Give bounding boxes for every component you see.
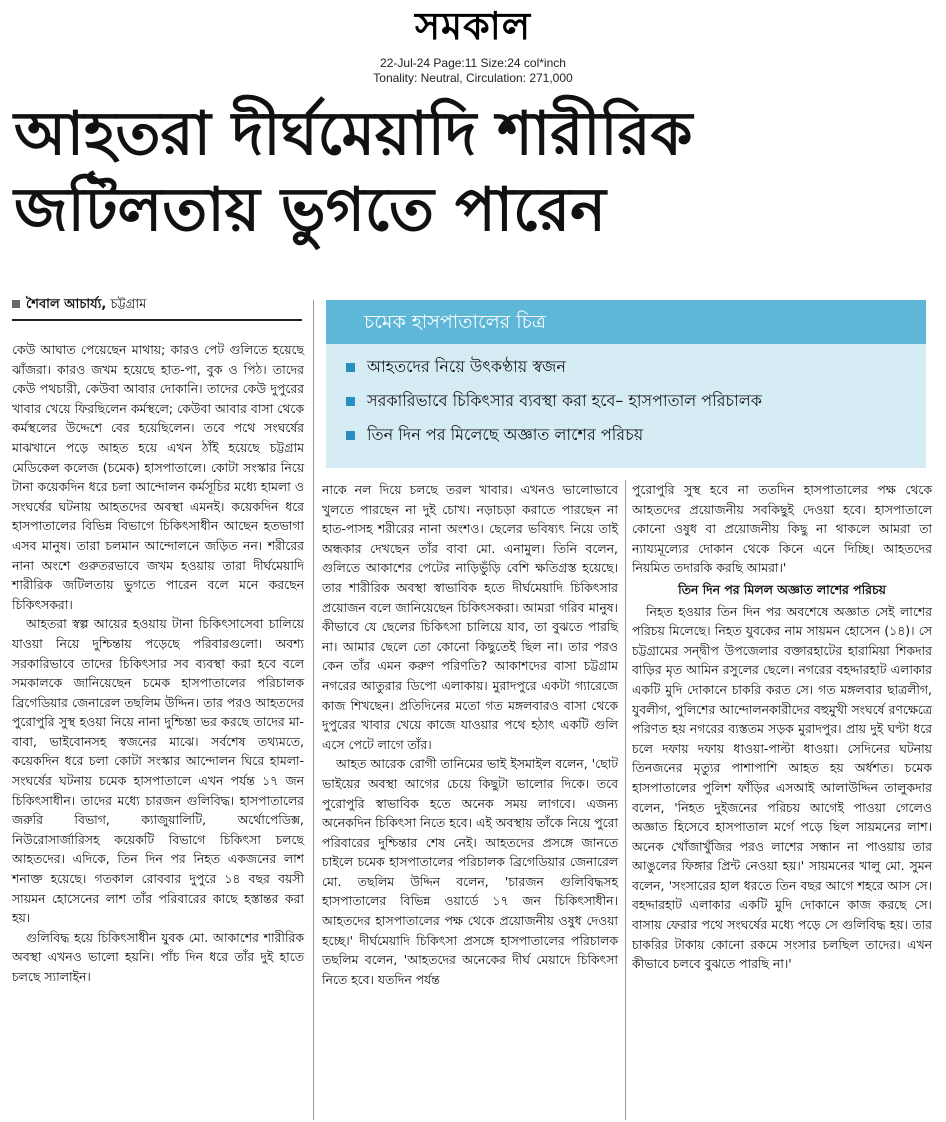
masthead: [0, 0, 946, 52]
highlight-item: সরকারিভাবে চিকিৎসার ব্যবস্থা করা হবে– হাসপাতাল পরিচালক: [346, 384, 926, 418]
highlight-item: তিন দিন পর মিলেছে অজ্ঞাত লাশের পরিচয়: [346, 418, 926, 452]
paragraph: আহতরা স্বল্প আয়ের হওয়ায় টানা চিকিৎসাসেবা চালিয়ে যাওয়া নিয়ে দুশ্চিন্তায় পড়েছে পরিবারগুলো। অবশ্য সরকারিভাবে তাদের চিকিৎসার সব ব্যবস্থা করা হবে বলে সমকালকে জানিয়েছেন চমেক হাসপাতালের পরিচালক ব্রিগেডিয়ার জেনারেল তছলিম উদ্দিন। তার পরও আহতদের পুরোপুরি সুস্থ হওয়া নিয়ে নানা দুশ্চিন্তা ভর করছে তাদের মা-বাবা, ভাইবোনসহ স্বজনের মাঝে। সর্বশেষ তথ্যমতে, কয়েকদিন ধরে চলা কোটা সংস্কার আন্দোলন ঘিরে হামলা-সংঘর্ষের ঘটনায় চমেক হাসপাতালে এখন পর্যন্ত ১৭ জন চিকিৎসাধীন। তাদের মধ্যে চারজন গুলিবিদ্ধ। হাসপাতালের জরুরি বিভাগ, ক্যাজুয়ালিটি, অর্থোপেডিক্স, নিউরোসার্জারিসহ কয়েকটি বিভাগে চিকিৎসা চলছে আহতদের। এদিকে, তিন দিন পর নিহত একজনের লাশ শনাক্ত হয়েছে। গতকাল রোববার দুপুরে ১৪ বছর বয়সী সায়মন হোসেনের লাশ তাঁর পরিবারের কাছে হস্তান্তর করা হয়।: [12, 616, 304, 926]
byline-place: চট্টগ্রাম: [106, 297, 147, 312]
meta-line-2: Tonality: Neutral, Circulation: 271,000: [373, 71, 573, 85]
byline: [12, 296, 302, 321]
column-divider: [313, 300, 314, 1120]
clipping-meta: [0, 56, 946, 86]
meta-line-1: 22-Jul-24 Page:11 Size:24 col*inch: [380, 56, 566, 70]
highlight-list: [326, 344, 926, 452]
headline-line-2: জটিলতায় ভুগতে পারেন: [14, 175, 606, 245]
paragraph: আহত আরেক রোগী তানিমের ভাই ইসমাইল বলেন, 'ছোট ভাইয়ের অবস্থা আগের চেয়ে কিছুটা ভালোর দিকে। তবে পুরোপুরি স্বাভাবিক হতে অনেক সময় লাগবে। এজন্য অনেকদিন চিকিৎসা নিতে হবে। এই অবস্থায় তাঁকে নিয়ে পুরো পরিবারের দুশ্চিন্তার শেষ নেই। আহতদের প্রসঙ্গে জানতে চাইলে চমেক হাসপাতালের পরিচালক ব্রিগেডিয়ার জেনারেল মো. তছলিম উদ্দিন বলেন, 'চারজন গুলিবিদ্ধসহ হাসপাতালের বিভিন্ন ওয়ার্ডে ১৭ জন চিকিৎসাধীন। আহতদের হাসপাতালের পক্ষ থেকে প্রয়োজনীয় ওষুধ দেওয়া হচ্ছে।' দীর্ঘমেয়াদি চিকিৎসা প্রসঙ্গে হাসপাতালের পরিচালক তছলিম বলেন, 'আহতদের অনেকের দীর্ঘ মেয়াদে চিকিৎসা নিতে হবে। যতদিন পর্যন্ত: [322, 756, 618, 987]
paragraph: নাকে নল দিয়ে চলছে তরল খাবার। এখনও ভালোভাবে খুলতে পারছেন না দুই চোখ। নড়াচড়া করাতে পারছেন না হাত-পাসহ শরীরের নানা অংশও। ছেলের ভবিষ্যৎ নিয়ে তাই অন্ধকার দেখছেন তাঁর বাবা মো. এনামুল। তিনি বলেন, গুলিতে আকাশের পেটের নাড়িভুঁড়ি বেশি ক্ষতিগ্রস্ত হয়েছে। তার শারীরিক অবস্থা স্বাভাবিক হতে দীর্ঘমেয়াদি চিকিৎসার প্রয়োজন বলে জানিয়েছেন চিকিৎসকরা। আমরা গরিব মানুষ। কীভাবে যে ছেলের চিকিৎসা চালিয়ে যাব, তা বুঝতে পারছি না। আমার ছেলে তো কোনো কিছুতেই ছিল না। তার পরও কেন তাঁর এমন করুণ পরিণতি? আকাশদের বাসা চট্টগ্রাম নগরের আতুরার ডিপো এলাকায়। মুরাদপুরে একটা গ্যারেজে কাজ শিখছেন। প্রতিদিনের মতো গত মঙ্গলবারও বাসা থেকে দুপুরের খাবার খেয়ে কাজে যাওয়ার পথে হঠাৎ একটি গুলি এসে পেটে লাগে তাঁর।: [322, 482, 618, 752]
headline: [14, 96, 934, 248]
paragraph: কেউ আঘাত পেয়েছেন মাথায়; কারও পেট গুলিতে হয়েছে ঝাঁজরা। কারও জখম হয়েছে হাত-পা, বুক ও পিঠ। তাদের কেউ পথচারী, কেউবা আবার দোকানি। তাদের কেউ দুপুরের খাবার খেয়ে ফিরছিলেন কর্মস্থলে; কেউবা আবার বাসা থেকে কর্মস্থলের উদ্দেশে বের হয়েছিলেন। তবে পথে সংঘর্ষের মাঝখানে পড়ে আহত হয়ে এখন ঠাঁই হয়েছে চট্টগ্রাম মেডিকেল কলেজ (চমেক) হাসপাতালে। কোটা সংস্কার নিয়ে টানা কয়েকদিন ধরে চলা আন্দোলন কর্মসূচির মধ্যে হামলা ও সংঘর্ষের ঘটনায় আহতদের অবস্থা এমনই। কয়েকদিন ধরে হাসপাতালের বিভিন্ন বিভাগে চিকিৎসাধীন আছেন হতভাগা এসব মানুষ। তারা চলমান আন্দোলনে জড়িত নন। শরীরের নানা অংশে গুরুতরভাবে জখম হওয়ায় তারা দীর্ঘমেয়াদি শারীরিক জটিলতায় ভুগতে পারেন বলে মনে করছেন চিকিৎসকরা।: [12, 342, 304, 612]
highlight-item: আহতদের নিয়ে উৎকণ্ঠায় স্বজন: [346, 350, 926, 384]
paragraph: নিহত হওয়ার তিন দিন পর অবশেষে অজ্ঞাত সেই লাশের পরিচয় মিলেছে। নিহত যুবকের নাম সায়মন হোসেন (১৪)। সে চট্টগ্রামের সন্দ্বীপ উপজেলার বক্তারহাটের হারামিয়া শিকদার বাড়ির মৃত আমিন রসুলের ছেলে। নগরের বহদ্দারহাট এলাকার একটি মুদি দোকানে চাকরি করত সে। গত মঙ্গলবার ছাত্রলীগ, যুবলীগ, পুলিশের আন্দোলনকারীদের বহুমুখী সংঘর্ষে রণক্ষেত্রে পরিণত হয় নগরের ব্যস্ততম সড়ক মুরাদপুর। প্রায় দুই ঘণ্টা ধরে চলে দফায় দফায় ধাওয়া-পাল্টা ধাওয়া। সেদিনের ঘটনায় তিনজনের মৃত্যুর পাশাপাশি আহত হয় অর্ধশত। চমেক হাসপাতালের পুলিশ ফাঁড়ির এসআই আলাউদ্দিন তালুকদার বলেন, 'নিহত দুইজনের পরিচয় আগেই পাওয়া গেলেও অজ্ঞাত হিসেবে হাসপাতাল মর্গে পড়ে ছিল সায়মনের লাশ। অনেক খোঁজাখুঁজির পরও লাশের সন্ধান না পাওয়ায় তার আঙুলের ফিঙ্গার প্রিন্ট নেওয়া হয়।' সায়মনের খালু মো. সুমন বলেন, 'সংসারের হাল ধরতে তিন বছর আগে শহরে আস সে। বহদ্দারহাট এলাকার একটি মুদি দোকানে কাজ করছে সে। বাসায় ফেরার পথে সংঘর্ষের মধ্যে পড়ে সে গুলিবিদ্ধ হয়। তার চাকরির টাকায় কোনো রকমে সংসার চলছিল তাদের। এখন কীভাবে চলবে বুঝতে পারছি না।': [632, 603, 932, 972]
headline-line-1: আহতরা দীর্ঘমেয়াদি শারীরিক: [14, 99, 693, 169]
square-bullet-icon: [346, 397, 355, 406]
article-column-2: [322, 480, 618, 989]
highlight-box: [326, 300, 926, 468]
highlight-box-title: চমেক হাসপাতালের চিত্র: [326, 300, 926, 344]
newspaper-logo: সমকাল: [414, 3, 532, 48]
sub-heading: তিন দিন পর মিলল অজ্ঞাত লাশের পরিচয়: [678, 581, 886, 597]
article-column-3: [632, 480, 932, 974]
byline-square-icon: [12, 300, 20, 308]
square-bullet-icon: [346, 431, 355, 440]
paragraph: গুলিবিদ্ধ হয়ে চিকিৎসাধীন যুবক মো. আকাশের শারীরিক অবস্থা এখনও ভালো হয়নি। পাঁচ দিন ধরে তাঁর দুই হাতে চলছে স্যালাইন।: [12, 929, 304, 984]
square-bullet-icon: [346, 363, 355, 372]
byline-author: শৈবাল আচার্য্য,: [26, 297, 107, 312]
column-divider: [625, 480, 626, 1120]
paragraph: পুরোপুরি সুস্থ হবে না ততদিন হাসপাতালের পক্ষ থেকে আহতদের প্রয়োজনীয় সবকিছুই দেওয়া হবে। হাসপাতালে কোনো ওষুধ বা প্রয়োজনীয় কিছু না থাকলে আমরা তা ন্যায্যমূল্যের দোকান থেকে কিনে এনে দিচ্ছি। আহতদের নিয়মিত তদারকি করছি আমরা।': [632, 482, 932, 576]
article-column-1: [12, 340, 304, 987]
